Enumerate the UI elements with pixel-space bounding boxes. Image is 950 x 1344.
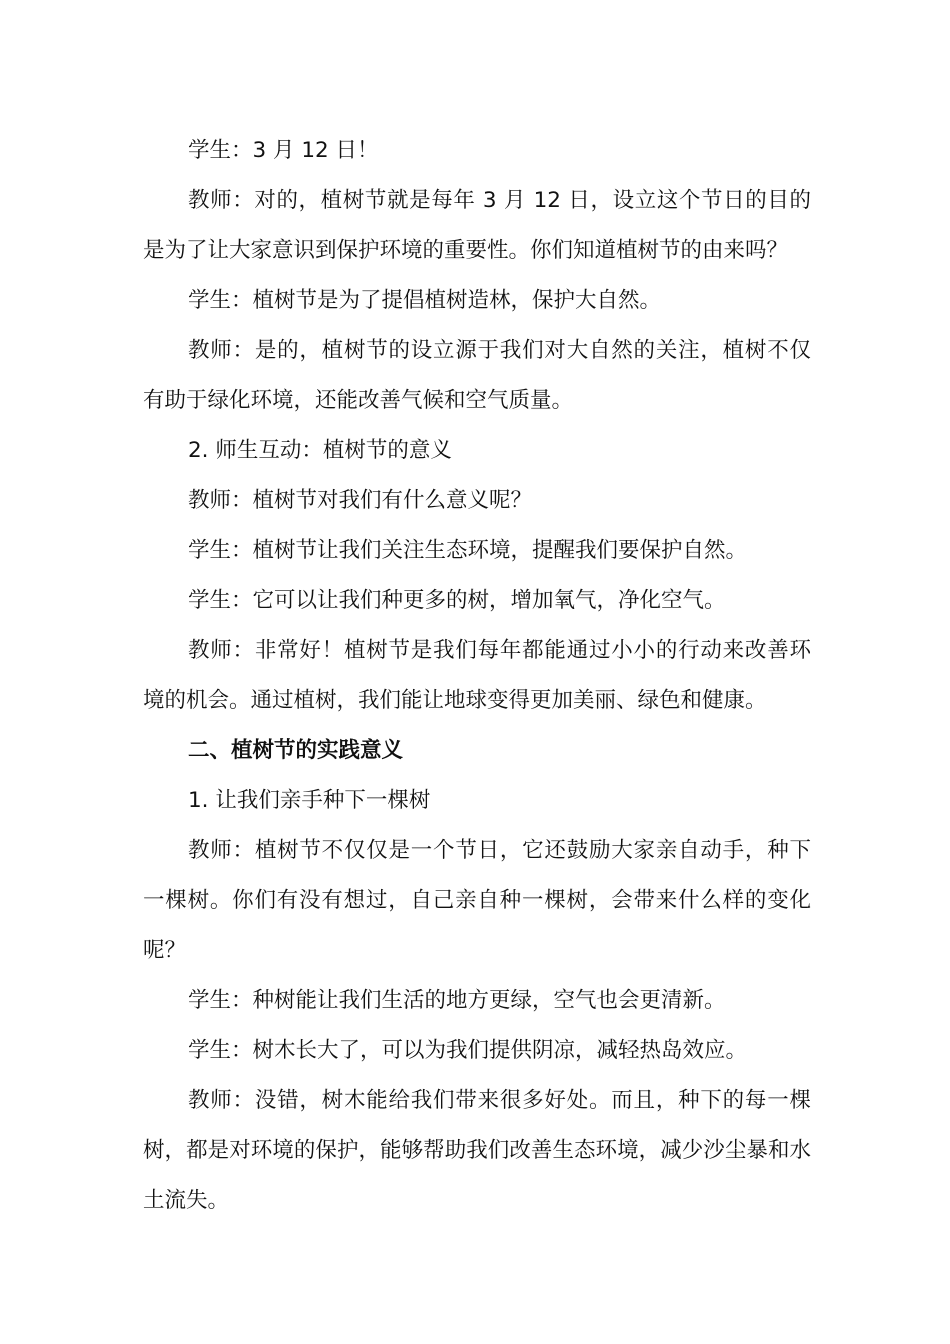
student-answer-ecology: 学生：植树节让我们关注生态环境，提醒我们要保护自然。	[188, 538, 748, 563]
teacher-praise: 教师：非常好！植树节是我们每年都能通过小小的行动来改善环境的机会。通过植树，我们能让地球变得更加美丽、绿色和健康。	[143, 638, 811, 713]
student-answer-greener: 学生：种树能让我们生活的地方更绿，空气也会更清新。	[188, 988, 726, 1013]
section-heading-practice: 二、植树节的实践意义	[188, 738, 404, 763]
student-answer-shade: 学生：树木长大了，可以为我们提供阴凉，减轻热岛效应。	[188, 1038, 748, 1063]
document-body	[143, 126, 811, 1226]
teacher-date-explanation: 教师：对的，植树节就是每年 3 月 12 日，设立这个节日的目的是为了让大家意识到保护环境的重要性。你们知道植树节的由来吗？	[143, 188, 811, 263]
teacher-question-meaning: 教师：植树节对我们有什么意义呢？	[188, 488, 533, 513]
student-answer-date: 学生：3 月 12 日！	[188, 138, 379, 163]
teacher-origin-explanation: 教师：是的，植树节的设立源于我们对大自然的关注，植树不仅有助于绿化环境，还能改善气候和空气质量。	[143, 338, 811, 413]
teacher-benefits-summary: 教师：没错，树木能给我们带来很多好处。而且，种下的每一棵树，都是对环境的保护，能够帮助我们改善生态环境，减少沙尘暴和水土流失。	[143, 1088, 811, 1213]
subsection-heading-interaction: 2. 师生互动：植树节的意义	[188, 438, 452, 463]
student-answer-purpose: 学生：植树节是为了提倡植树造林，保护大自然。	[188, 288, 662, 313]
subsection-heading-plant-tree: 1. 让我们亲手种下一棵树	[188, 788, 431, 813]
teacher-encourage-planting: 教师：植树节不仅仅是一个节日，它还鼓励大家亲自动手，种下一棵树。你们有没有想过，自己亲自种一棵树，会带来什么样的变化呢？	[143, 838, 811, 963]
student-answer-oxygen: 学生：它可以让我们种更多的树，增加氧气，净化空气。	[188, 588, 726, 613]
